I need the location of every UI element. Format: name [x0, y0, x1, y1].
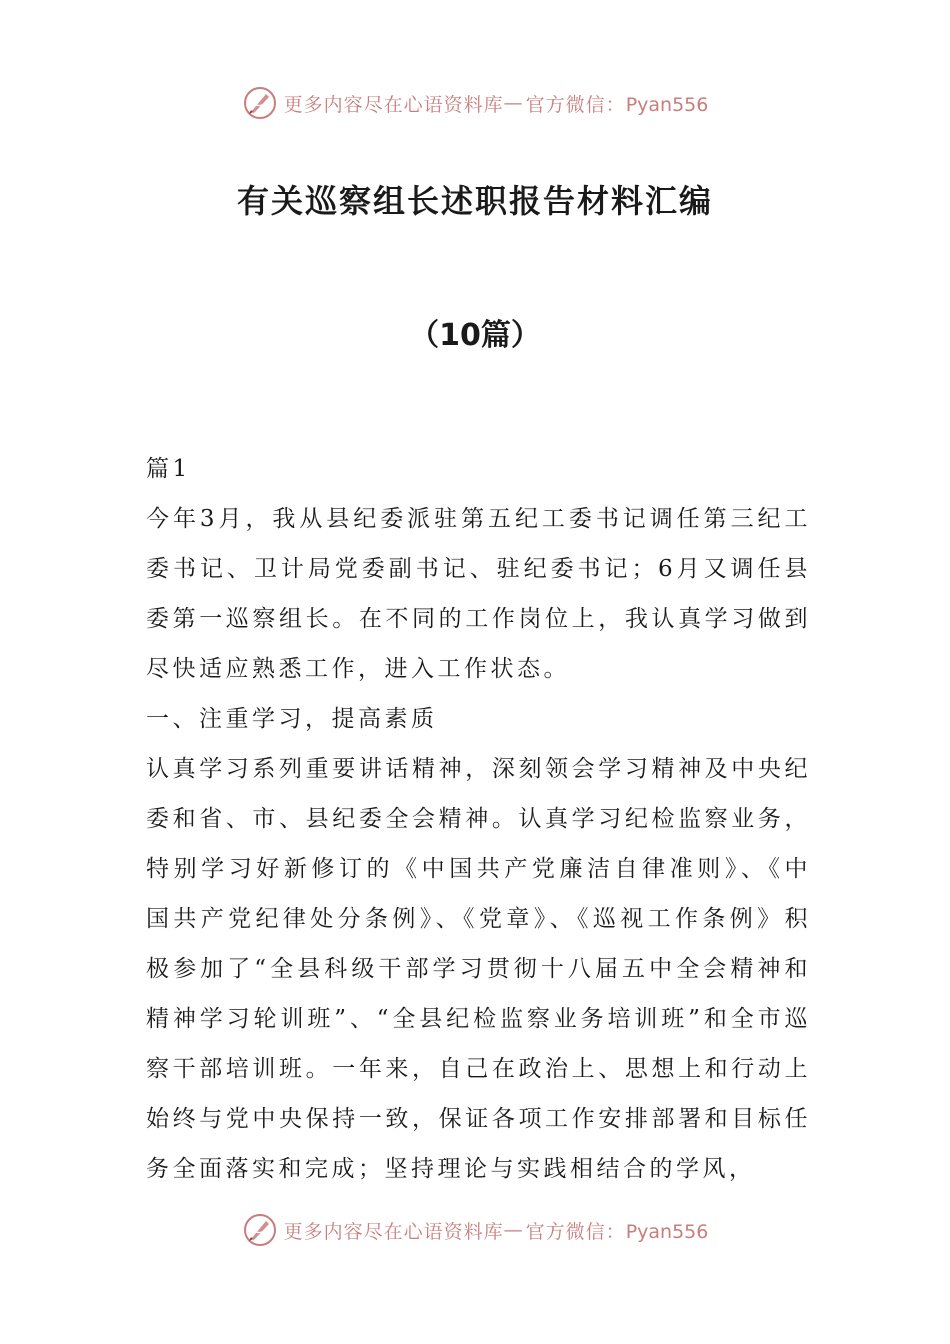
header-watermark [0, 83, 950, 123]
watermark-dash: — [503, 92, 524, 114]
quill-pen-icon [242, 1212, 278, 1248]
document-title: 有关巡察组长述职报告材料汇编 [236, 182, 713, 220]
watermark-brand: 更多内容尽在心语资料库 [283, 93, 504, 116]
section-label: 篇1 [146, 456, 191, 482]
watermark-contact-handle: Pyan556 [625, 93, 709, 116]
watermark-brand: 更多内容尽在心语资料库 [283, 1220, 504, 1243]
watermark-contact-label: 官方微信： [525, 1220, 626, 1243]
body-paragraph: 认真学习系列重要讲话精神，深刻领会学习精神及中央纪委和省、市、县纪委全会精神。认真学习纪检监察业务，特别学习好新修订的《中国共产党廉洁自律准则》、《中国共产党纪律处分条例》、《党章》、《巡视工作条例》积极参加了“全县科级干部学习贯彻十八届五中全会精神和精神学习轮训班”、“全县纪检监察业务培训班”和全市巡察干部培训班。一年来，自己在政治上、思想上和行动上始终与党中央保持一致，保证各项工作安排部署和目标任务全面落实和完成；坚持理论与实践相结合的学风， [146, 756, 811, 1182]
document-subtitle: （10篇） [409, 318, 541, 353]
watermark-contact-label: 官方微信： [525, 93, 626, 116]
watermark-dash: — [503, 1219, 524, 1241]
footer-watermark [0, 1210, 950, 1250]
quill-pen-icon [242, 85, 278, 121]
section-heading: 一、注重学习，提高素质 [146, 706, 438, 732]
watermark-contact-handle: Pyan556 [625, 1220, 709, 1243]
body-paragraph: 今年3月，我从县纪委派驻第五纪工委书记调任第三纪工委书记、卫计局党委副书记、驻纪委书记；6月又调任县委第一巡察组长。在不同的工作岗位上，我认真学习做到尽快适应熟悉工作，进入工作状态。 [146, 506, 811, 682]
watermark-contact [526, 1217, 709, 1244]
document-body [146, 444, 811, 1194]
watermark-contact [526, 90, 709, 117]
